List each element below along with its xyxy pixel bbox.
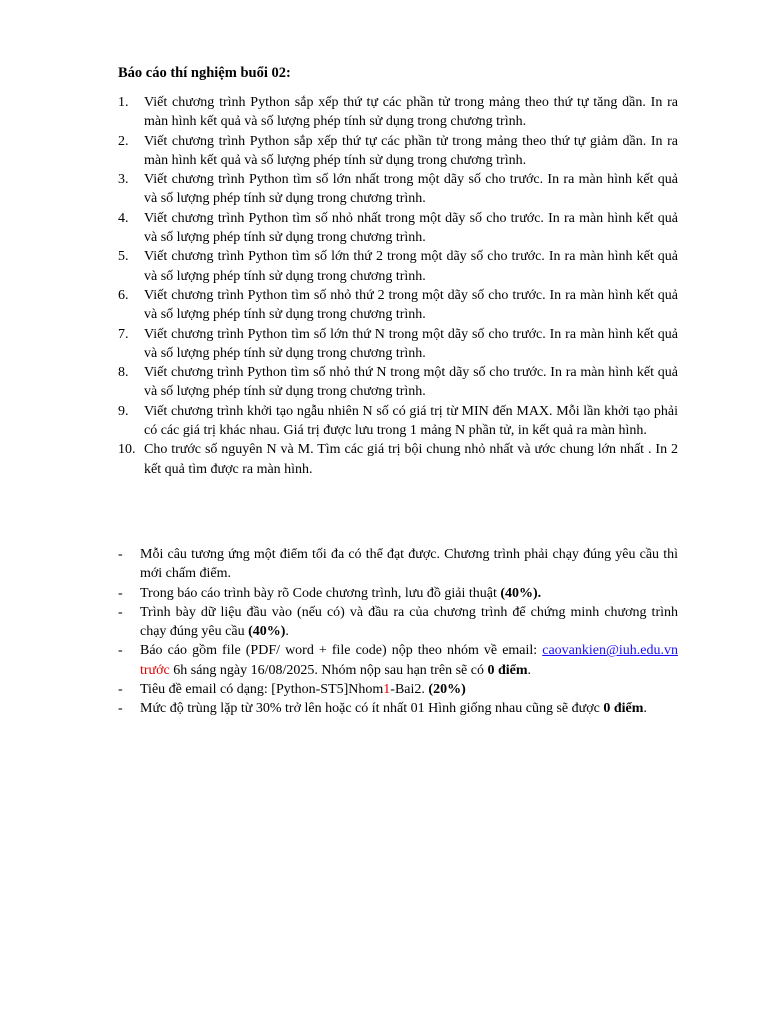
task-item-8: [118, 363, 678, 402]
group-number-highlight: 1: [383, 682, 391, 698]
rule-item-2: [118, 584, 678, 603]
report-title: Báo cáo thí nghiệm buổi 02:: [118, 65, 291, 81]
rule-item-4: [118, 641, 678, 680]
rule-text: 6h sáng ngày 16/08/2025. Nhóm nộp sau hạn trên sẽ có: [169, 662, 488, 678]
rule-penalty: 0 điểm: [603, 701, 644, 717]
task-number: 5.: [118, 249, 129, 265]
deadline-highlight: trước: [140, 662, 170, 678]
rule-penalty: 0 điểm: [487, 662, 528, 678]
task-number: 9.: [118, 403, 129, 419]
task-text: Viết chương trình Python tìm số lớn nhất trong một dãy số cho trước. In ra màn hình kết quả và số lượng phép tính sử dụng trong chương trình.: [144, 172, 678, 207]
rule-text: Trình bày dữ liệu đầu vào (nếu có) và đầu ra của chương trình để chứng minh chương trình chạy đúng yêu cầu: [140, 604, 678, 640]
email-link[interactable]: caovankien@iuh.edu.vn: [542, 643, 678, 659]
task-item-7: [118, 325, 678, 364]
task-item-10: [118, 440, 678, 479]
bullet-dash: -: [118, 682, 123, 698]
task-number: 3.: [118, 172, 129, 188]
rule-text-end: .: [285, 624, 289, 640]
bullet-dash: -: [118, 585, 123, 601]
task-text: Viết chương trình Python sắp xếp thứ tự các phần tử trong mảng theo thứ tự giảm dần. In ra màn hình kết quả và số lượng phép tính sử dụng trong chương trình.: [144, 133, 678, 168]
task-text: Viết chương trình Python tìm số nhỏ thứ N trong một dãy số cho trước. In ra màn hình kết quả và số lượng phép tính sử dụng trong chương trình.: [144, 365, 678, 400]
task-number: 2.: [118, 133, 129, 149]
rule-text-end: .: [643, 701, 647, 717]
grading-rules-list: [118, 545, 678, 719]
task-number: 1.: [118, 95, 129, 110]
task-number: 8.: [118, 365, 129, 381]
task-number: 6.: [118, 287, 129, 303]
task-text: Viết chương trình Python sắp xếp thứ tự các phần tử trong mảng theo thứ tự tăng dần. In ra màn hình kết quả và số lượng phép tính sử dụng trong chương trình.: [144, 95, 678, 130]
rule-item-6: [118, 699, 678, 718]
rule-item-5: [118, 680, 678, 699]
rule-item-3: [118, 603, 678, 642]
task-item-9: [118, 402, 678, 441]
task-number: 10.: [118, 442, 136, 458]
rule-text: Mức độ trùng lặp từ 30% trở lên hoặc có ít nhất 01 Hình giống nhau cũng sẽ được: [140, 701, 604, 717]
task-item-4: [118, 209, 678, 248]
task-item-2: [118, 132, 678, 171]
rule-text: Tiêu đề email có dạng: [Python-ST5]Nhom: [140, 682, 384, 698]
task-item-1: [118, 93, 678, 132]
task-text: Viết chương trình khởi tạo ngẫu nhiên N số có giá trị từ MIN đến MAX. Mỗi lần khởi tạo phải có các giá trị khác nhau. Giá trị được lưu trong 1 mảng N phần tử, in kết quả ra màn hình.: [144, 403, 678, 439]
task-number: 4.: [118, 210, 129, 226]
task-list: [118, 93, 678, 479]
rule-text: Trong báo cáo trình bày rõ Code chương trình, lưu đồ giải thuật: [140, 585, 501, 601]
bullet-dash: -: [118, 643, 123, 659]
task-item-5: [118, 247, 678, 286]
task-text: Viết chương trình Python tìm số nhỏ thứ 2 trong một dãy số cho trước. In ra màn hình kết quả và số lượng phép tính sử dụng trong chương trình.: [144, 287, 678, 323]
rule-weight: (20%): [428, 682, 466, 698]
rule-weight: (40%).: [500, 585, 542, 601]
rule-text-end: .: [527, 662, 532, 678]
rule-text: -Bai2.: [390, 682, 429, 698]
bullet-dash: -: [118, 547, 123, 562]
task-number: 7.: [118, 326, 129, 342]
rule-text: Mỗi câu tương ứng một điểm tối đa có thể đạt được. Chương trình phải chạy đúng yêu cầu thì mới chấm điểm.: [140, 547, 678, 582]
bullet-dash: -: [118, 604, 123, 620]
task-item-3: [118, 170, 678, 209]
task-text: Viết chương trình Python tìm số lớn thứ 2 trong một dãy số cho trước. In ra màn hình kết quả và số lượng phép tính sử dụng trong chương trình.: [144, 249, 678, 284]
rule-weight: (40%): [248, 624, 286, 640]
task-text: Viết chương trình Python tìm số nhỏ nhất trong một dãy số cho trước. In ra màn hình kết quả và số lượng phép tính sử dụng trong chương trình.: [144, 210, 678, 246]
rule-text: Báo cáo gồm file (PDF/ word + file code) nộp theo nhóm về email:: [140, 643, 543, 659]
task-text: Cho trước số nguyên N và M. Tìm các giá trị bội chung nhỏ nhất và ước chung lớn nhất . In 2 kết quả tìm được ra màn hình.: [144, 442, 678, 477]
rule-item-1: [118, 545, 678, 584]
task-text: Viết chương trình Python tìm số lớn thứ N trong một dãy số cho trước. In ra màn hình kết quả và số lượng phép tính sử dụng trong chương trình.: [144, 326, 678, 361]
bullet-dash: -: [118, 701, 123, 717]
task-item-6: [118, 286, 678, 325]
